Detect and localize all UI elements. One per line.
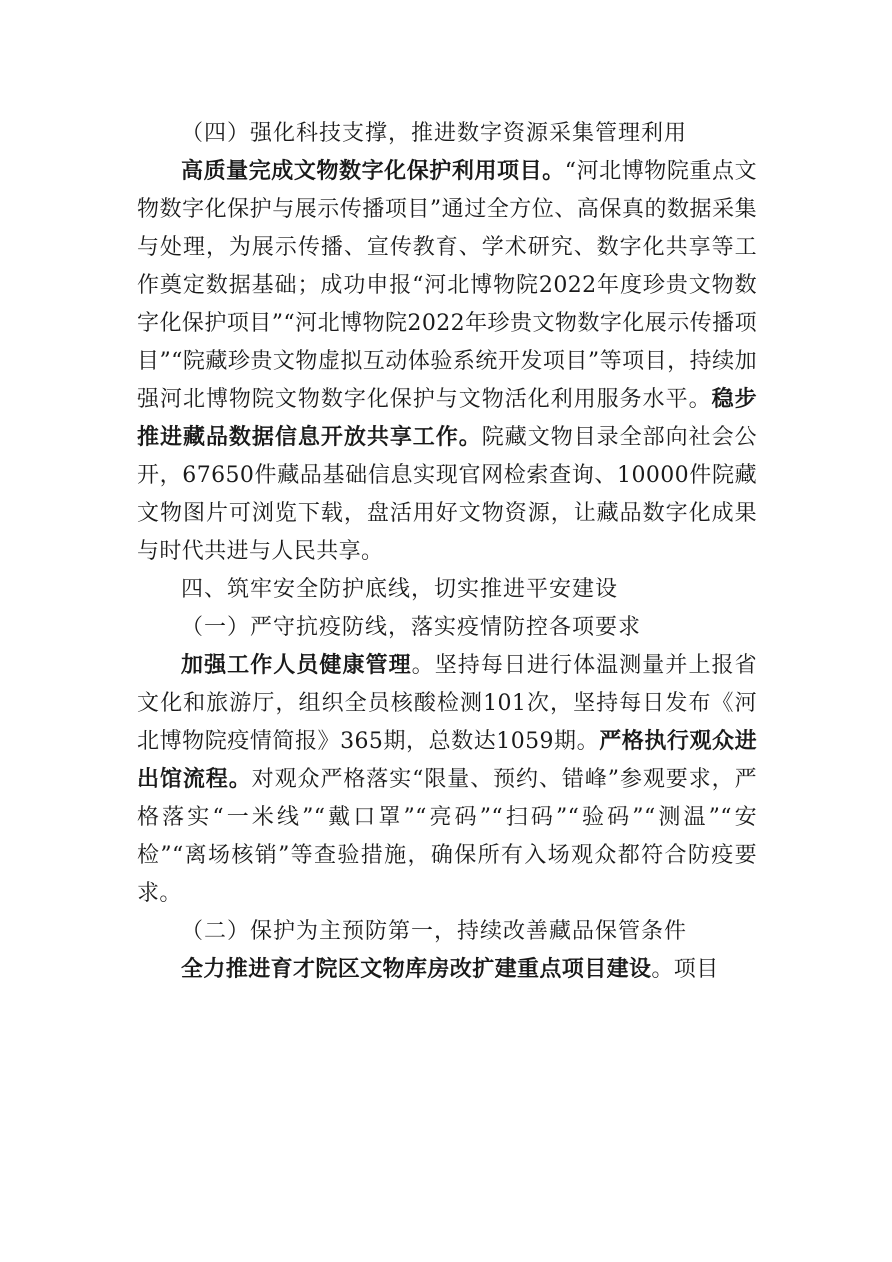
paragraph-lead: 全力推进育才院区文物库房改扩建重点项目建设 xyxy=(181,957,652,982)
paragraph-lead-2: 严格执行观众进出馆流程。 xyxy=(137,729,757,792)
section-heading-4: 四、筑牢安全防护底线，切实推进平安建设 xyxy=(181,577,619,602)
paragraph-body-2: 对观众严格落实“限量、预约、错峰”参观要求，严格落实“一米线”“戴口罩”“亮码”“扫码”“验码”“测温”“安检”“离场核销”等查验措施，确保所有入场观众都符合防疫要求。 xyxy=(137,767,757,906)
paragraph-body-2: 院藏文物目录全部向社会公开，67650件藏品基础信息实现官网检索查询、10000件院藏文物图片可浏览下载，盘活用好文物资源，让藏品数字化成果与时代共进与人民共享。 xyxy=(137,425,757,564)
paragraph-lead-2: 稳步推进藏品数据信息开放共享工作。 xyxy=(137,387,757,450)
document-page xyxy=(137,115,757,989)
section-subheading-1: （一）严守抗疫防线，落实疫情防控各项要求 xyxy=(181,615,642,640)
section-subheading-2: （二）保护为主预防第一，持续改善藏品保管条件 xyxy=(181,919,688,944)
paragraph-body: 。项目 xyxy=(651,957,719,982)
paragraph-warehouse-project xyxy=(137,951,757,989)
paragraph-lead: 高质量完成文物数字化保护利用项目。 xyxy=(181,159,565,184)
section-subheading-4: （四）强化科技支撑，推进数字资源采集管理利用 xyxy=(181,121,688,146)
paragraph-body: 。坚持每日进行体温测量并上报省文化和旅游厅，组织全员核酸检测101次，坚持每日发布《河北博物院疫情简报》365期，总数达1059期。 xyxy=(137,653,757,754)
paragraph-digital-protection xyxy=(137,153,757,571)
paragraph-body: “河北博物院重点文物数字化保护与展示传播项目”通过全方位、高保真的数据采集与处理，为展示传播、宣传教育、学术研究、数字化共享等工作奠定数据基础；成功申报“河北博物院2022年度珍贵文物数字化保护项目”“河北博物院2022年珍贵文物数字化展示传播项目”“院藏珍贵文物虚拟互动体验系统开发项目”等项目，持续加强河北博物院文物数字化保护与文物活化利用服务水平。 xyxy=(137,159,757,412)
paragraph-lead: 加强工作人员健康管理 xyxy=(181,653,412,678)
paragraph-health-management xyxy=(137,647,757,913)
